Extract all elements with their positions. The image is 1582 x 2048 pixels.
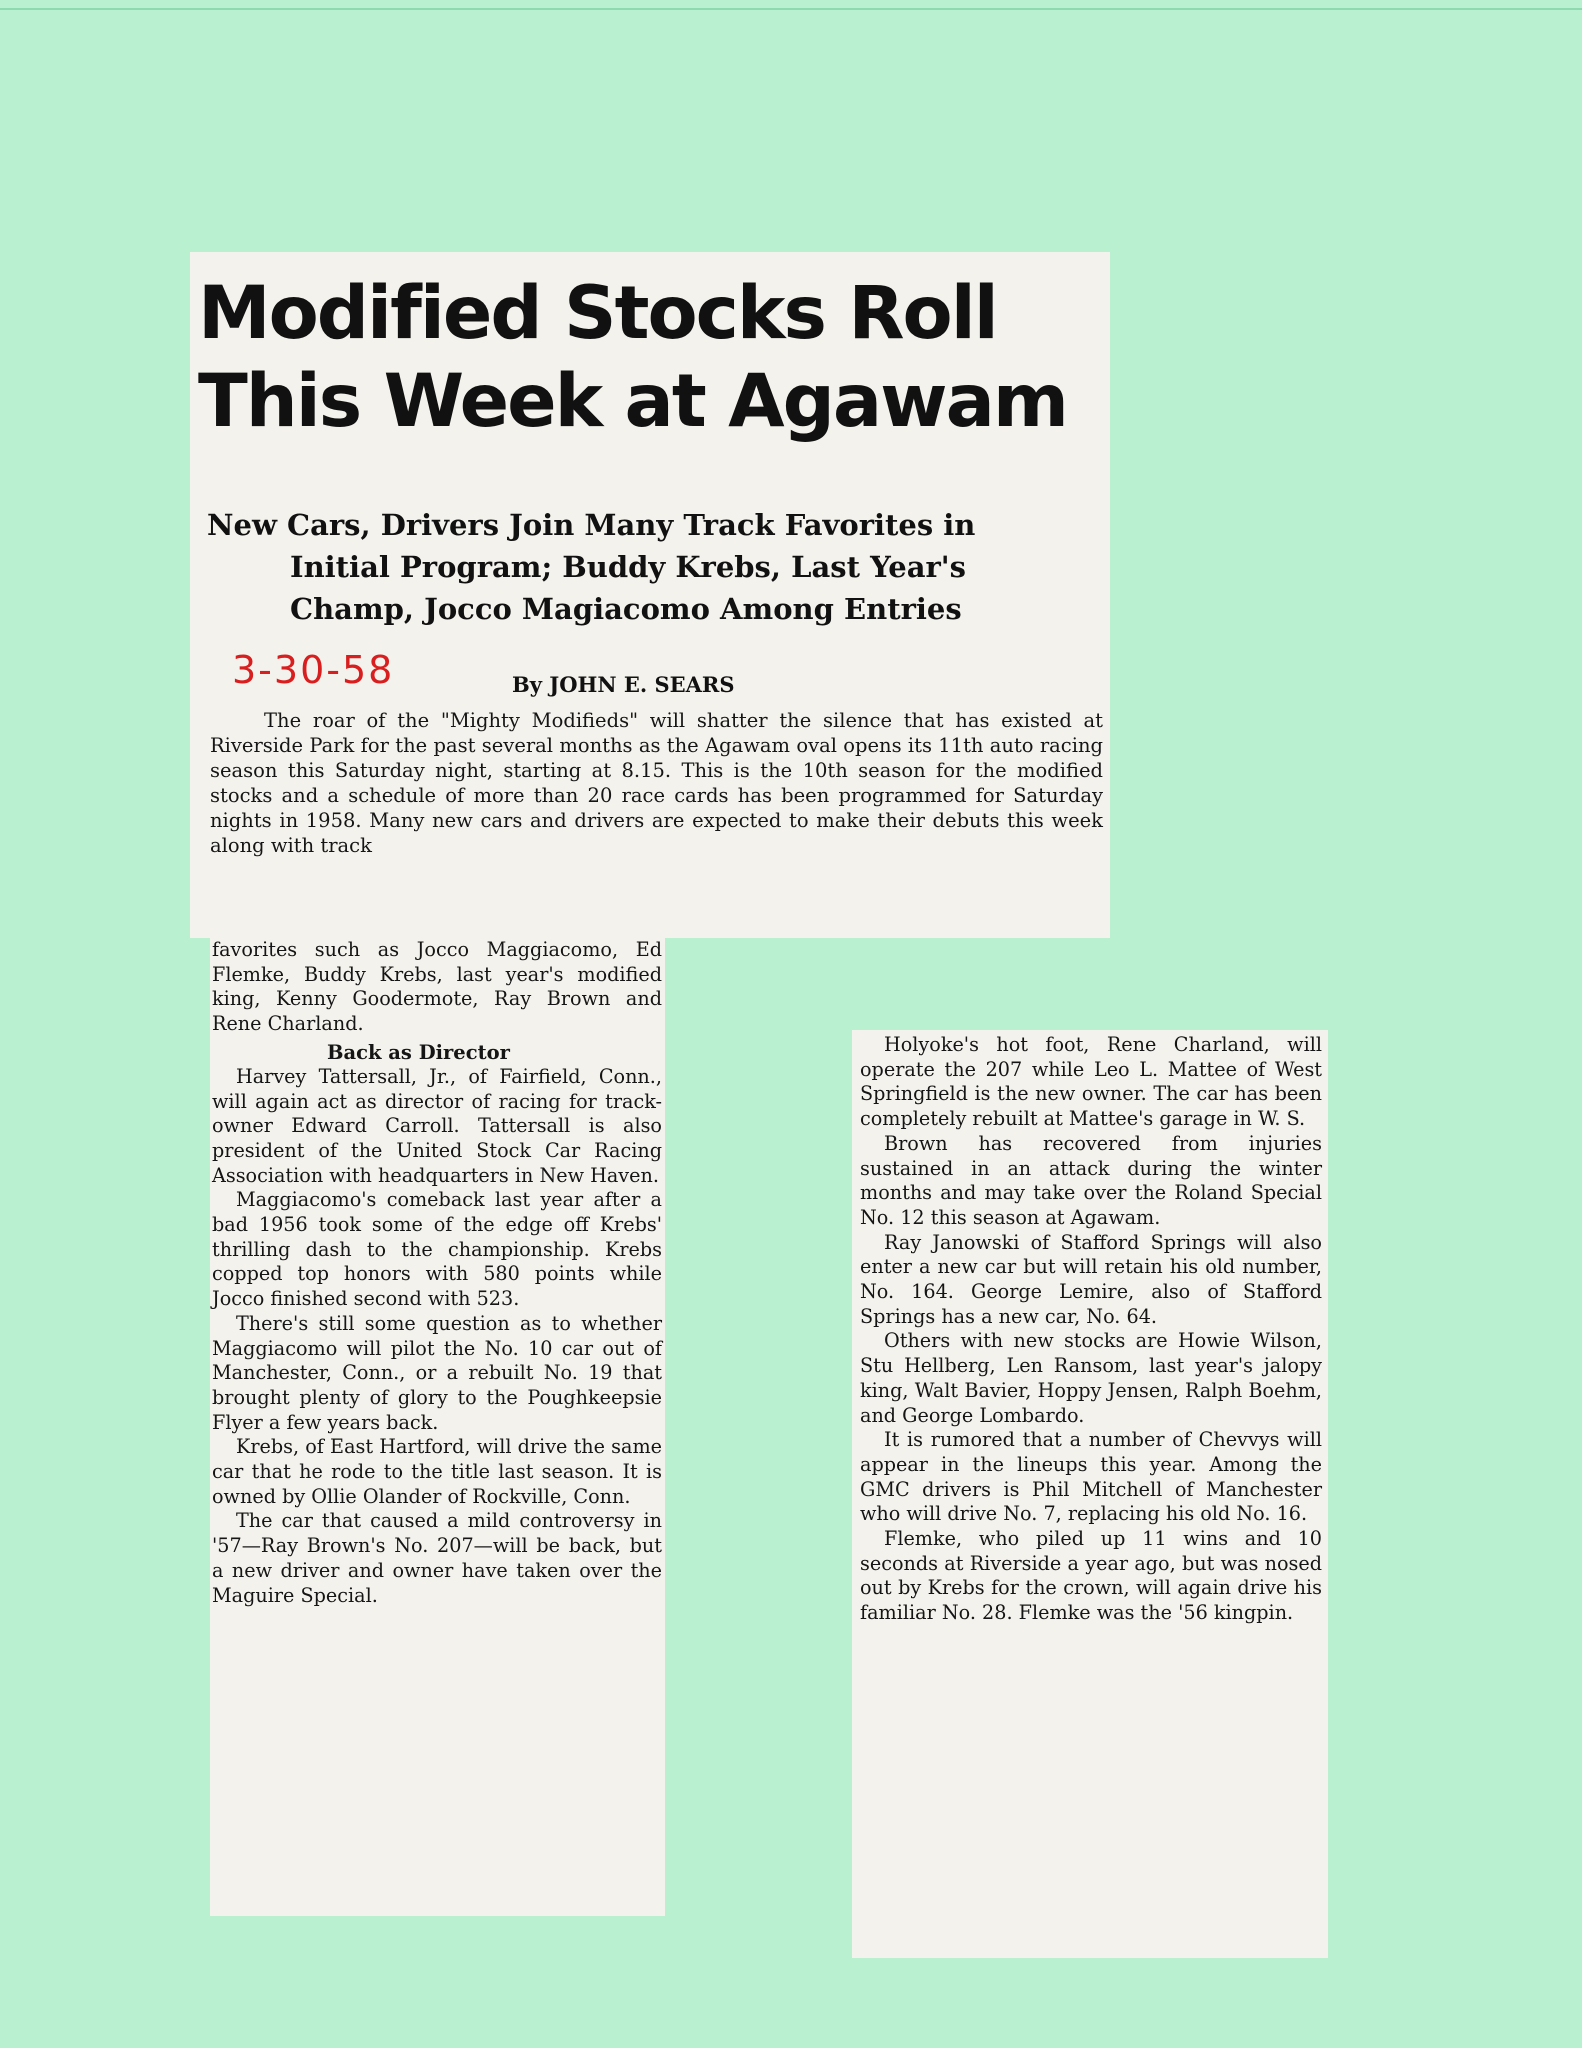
right-paragraph-4: Others with new stocks are Howie Wilson, Stu Hellberg, Len Ransom, last year's jalopy king, Walt Bavier, Hoppy Jensen, Ralph Boehm, and George Lombardo. xyxy=(860,1329,1322,1427)
deck-line-1: New Cars, Drivers Join Many Track Favorites in xyxy=(207,508,976,542)
scan-top-edge xyxy=(0,8,1582,10)
right-paragraph-1: Holyoke's hot foot, Rene Charland, will operate the 207 while Leo L. Mattee of West Springfield is the new owner. The car has been completely rebuilt at Mattee's garage in W. S. xyxy=(860,1033,1322,1131)
byline: By JOHN E. SEARS xyxy=(512,672,735,697)
left-paragraph-6: The car that caused a mild controversy in '57—Ray Brown's No. 207—will be back, but a new driver and owner have taken over the Maguire Special. xyxy=(212,1509,662,1607)
left-paragraph-2: Harvey Tattersall, Jr., of Fairfield, Conn., will again act as director of racing for track-owner Edward Carroll. Tattersall is also president of the United Stock Car Racing Association with headquarters in New Haven. xyxy=(212,1064,662,1187)
left-paragraph-5: Krebs, of East Hartford, will drive the same car that he rode to the title last season. It is owned by Ollie Olander of Rockville, Conn. xyxy=(212,1435,662,1508)
lead-text: The roar of the "Mighty Modifieds" will shatter the silence that has existed at Riverside Park for the past several months as the Agawam oval opens its 11th auto racing season this Saturday night, starting at 8.15. This is the 10th season for the modified stocks and a schedule of more than 20 race cards has been programmed for Saturday nights in 1958. Many new cars and drivers are expected to make their debuts this week along with track xyxy=(210,709,1103,857)
right-paragraph-3: Ray Janowski of Stafford Springs will also enter a new car but will retain his old number, No. 164. George Lemire, also of Stafford Springs has a new car, No. 64. xyxy=(860,1230,1322,1328)
right-paragraph-6: Flemke, who piled up 11 wins and 10 seconds at Riverside a year ago, but was nosed out by Krebs for the crown, will again drive his familiar No. 28. Flemke was the '56 kingpin. xyxy=(860,1527,1322,1625)
headline-line-1: Modified Stocks Roll xyxy=(198,271,997,356)
left-paragraph-3: Maggiacomo's comeback last year after a bad 1956 took some of the edge off Krebs' thrilling dash to the championship. Krebs copped top honors with 580 points while Jocco finished second with 523. xyxy=(212,1188,662,1311)
left-column xyxy=(212,938,662,1608)
deck-subheadline xyxy=(207,504,1107,630)
left-paragraph-1: favorites such as Jocco Maggiacomo, Ed Flemke, Buddy Krebs, last year's modified king, Kenny Goodermote, Ray Brown and Rene Charland. xyxy=(212,938,662,1036)
headline xyxy=(198,270,1098,446)
handwritten-date: 3-30-58 xyxy=(232,648,395,692)
left-paragraph-4: There's still some question as to whether Maggiacomo will pilot the No. 10 car out of Manchester, Conn., or a rebuilt No. 19 that brought plenty of glory to the Poughkeepsie Flyer a few years back. xyxy=(212,1311,662,1434)
subhead-back-as-director: Back as Director xyxy=(327,1040,510,1064)
deck-line-2: Initial Program; Buddy Krebs, Last Year's xyxy=(290,550,966,584)
right-column xyxy=(860,1033,1322,1626)
lead-paragraph xyxy=(210,708,1103,858)
right-paragraph-5: It is rumored that a number of Chevvys will appear in the lineups this year. Among the GMC drivers is Phil Mitchell of Manchester who will drive No. 7, replacing his old No. 16. xyxy=(860,1428,1322,1526)
headline-line-2: This Week at Agawam xyxy=(198,359,1067,444)
right-paragraph-2: Brown has recovered from injuries sustained in an attack during the winter months and may take over the Roland Special No. 12 this season at Agawam. xyxy=(860,1131,1322,1229)
deck-line-3: Champ, Jocco Magiacomo Among Entries xyxy=(290,592,962,626)
